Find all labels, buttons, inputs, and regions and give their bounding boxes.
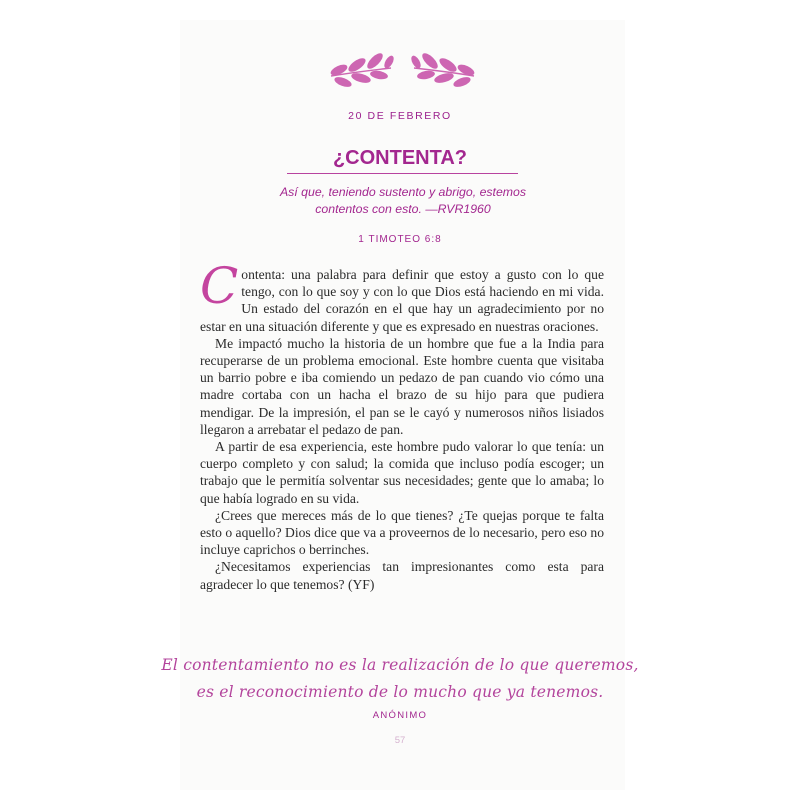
quote-author: ANÓNIMO	[372, 710, 428, 721]
verse-line: contentos con esto. —RVR1960	[315, 202, 491, 216]
devotional-body	[200, 257, 604, 593]
body-paragraph: ¿Necesitamos experiencias tan impresionantes como esta para agradecer lo que tenemos? (YF)	[200, 559, 604, 592]
quote-line: es el reconocimiento de lo mucho que ya tenemos.	[196, 683, 604, 701]
leaf-branches-icon	[325, 48, 480, 92]
page-title: ¿CONTENTA?	[332, 147, 468, 169]
body-paragraph: Me impactó mucho la historia de un hombre que fue a la India para recuperarse de un problema emocional. Este hombre cuenta que visitaba un barrio pobre e iba comiendo un pedazo de pan cuando vio cómo una madre cortaba con un hacha el brazo de su hijo para que pudiera mendigar. De la impresión, el pan se le cayó y numerosos niños lisiados llegaron a arrebatar el pedazo de pan.	[200, 335, 604, 437]
page-number: 57	[394, 735, 406, 746]
title-divider	[287, 173, 518, 174]
body-paragraph: ¿Crees que mereces más de lo que tienes? ¿Te quejas porque te falta esto o aquello? Dios dice que va a proveernos de lo necesario, pero eso no incluye caprichos o berrinches.	[200, 507, 604, 558]
body-paragraph: A partir de esa experiencia, este hombre pudo valorar lo que tenía: un cuerpo completo y con salud; la comida que incluso podía escoger; un trabajo que le permitía solventar sus necesidades; gente que lo amaba; lo que había logrado en su vida.	[200, 439, 604, 506]
body-paragraph	[200, 257, 604, 335]
scripture-reference: 1 TIMOTEO 6:8	[358, 234, 442, 245]
quote-line: El contentamiento no es la realización de lo que queremos,	[161, 656, 639, 674]
scripture-verse	[250, 184, 556, 218]
verse-line: Así que, teniendo sustento y abrigo, estemos	[279, 185, 527, 199]
paragraph-text: ontenta: una palabra para definir que estoy a gusto con lo que tengo, con lo que soy y con lo que Dios está haciendo en mi vida. Un estado del corazón en el que hay un agradecimiento por no estar en una situación diferente y que es expresado en nuestras oraciones.	[200, 267, 604, 334]
closing-quote	[0, 652, 800, 706]
drop-cap: C	[200, 257, 239, 315]
devotional-date: 20 DE FEBRERO	[348, 110, 452, 122]
